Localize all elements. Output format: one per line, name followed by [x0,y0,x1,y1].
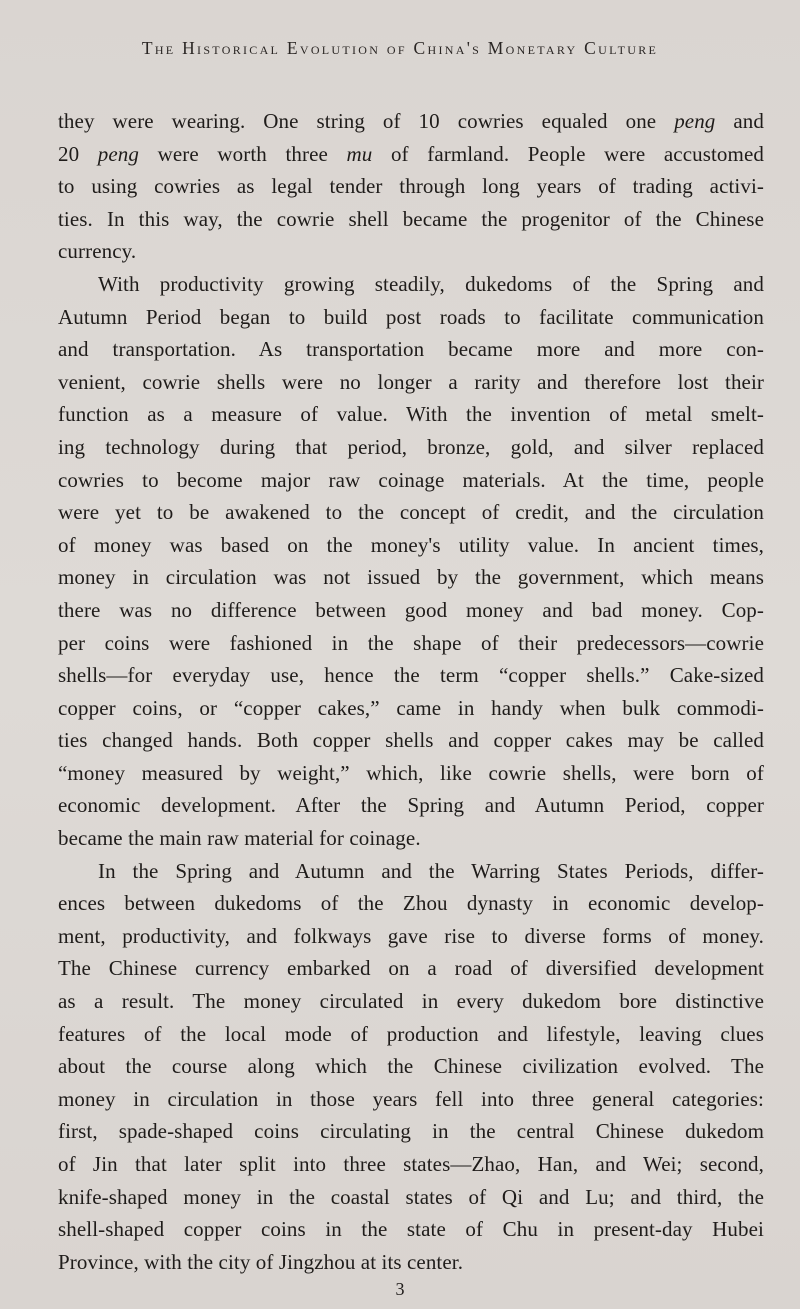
text-line: Autumn Period began to build post roads to facilitate communication [58,304,764,329]
text-line: became the main raw material for coinage. [58,826,421,851]
text-line: 20 peng were worth three mu of farmland. People were accustomed [58,141,764,166]
text-line: were yet to be awakened to the concept of credit, and the circulation [58,500,764,525]
text-line: about the course along which the Chinese civilization evolved. The [58,1054,764,1079]
text-line: knife-shaped money in the coastal states of Qi and Lu; and third, the [58,1184,764,1209]
text-line: per coins were fashioned in the shape of their predecessors—cowrie [58,630,764,655]
text-line: With productivity growing steadily, dukedoms of the Spring and [98,271,764,296]
text-line: as a result. The money circulated in every dukedom bore distinctive [58,989,764,1014]
text-line: cowries to become major raw coinage materials. At the time, people [58,467,764,492]
text-line: they were wearing. One string of 10 cowries equaled one peng and [58,109,764,133]
text-line: of Jin that later split into three states—Zhao, Han, and Wei; second, [58,1152,764,1176]
text-line: venient, cowrie shells were no longer a rarity and therefore lost their [58,369,764,394]
text-line: of money was based on the money's utility value. In ancient times, [58,532,764,557]
text-line: shell-shaped copper coins in the state of Chu in present-day Hubei [58,1217,764,1242]
text-line: Province, with the city of Jingzhou at its center. [58,1249,464,1274]
running-head: The Historical Evolution of China's Monetary Culture [141,38,659,58]
text-line: first, spade-shaped coins circulating in the central Chinese dukedom [58,1119,764,1144]
text-line: The Chinese currency embarked on a road of diversified development [58,956,764,981]
text-line: features of the local mode of production and lifestyle, leaving clues [58,1021,764,1046]
text-line: function as a measure of value. With the invention of metal smelt- [58,402,764,427]
text-line: ences between dukedoms of the Zhou dynasty in economic develop- [58,891,764,916]
text-line: shells—for everyday use, hence the term “copper shells.” Cake-sized [58,663,764,688]
text-line: there was no difference between good money and bad money. Cop- [58,597,764,622]
text-line: to using cowries as legal tender through long years of trading activi- [58,174,764,199]
text-line: and transportation. As transportation became more and more con- [58,337,764,362]
page-number: 3 [395,1279,405,1299]
text-line: ties. In this way, the cowrie shell became the progenitor of the Chinese [58,206,764,231]
text-line: ties changed hands. Both copper shells and copper cakes may be called [58,728,764,753]
text-line: copper coins, or “copper cakes,” came in handy when bulk commodi- [58,695,764,720]
text-line: currency. [58,239,137,264]
text-line: economic development. After the Spring and Autumn Period, copper [58,793,764,818]
text-line: money in circulation in those years fell into three general categories: [58,1086,764,1111]
text-line: ing technology during that period, bronze, gold, and silver replaced [58,434,764,459]
body-text [58,105,764,1278]
text-line: money in circulation was not issued by the government, which means [58,565,764,590]
text-line: In the Spring and Autumn and the Warring States Periods, differ- [98,858,764,883]
text-line: ment, productivity, and folkways gave rise to diverse forms of money. [58,923,764,948]
text-line: “money measured by weight,” which, like cowrie shells, were born of [58,760,764,785]
